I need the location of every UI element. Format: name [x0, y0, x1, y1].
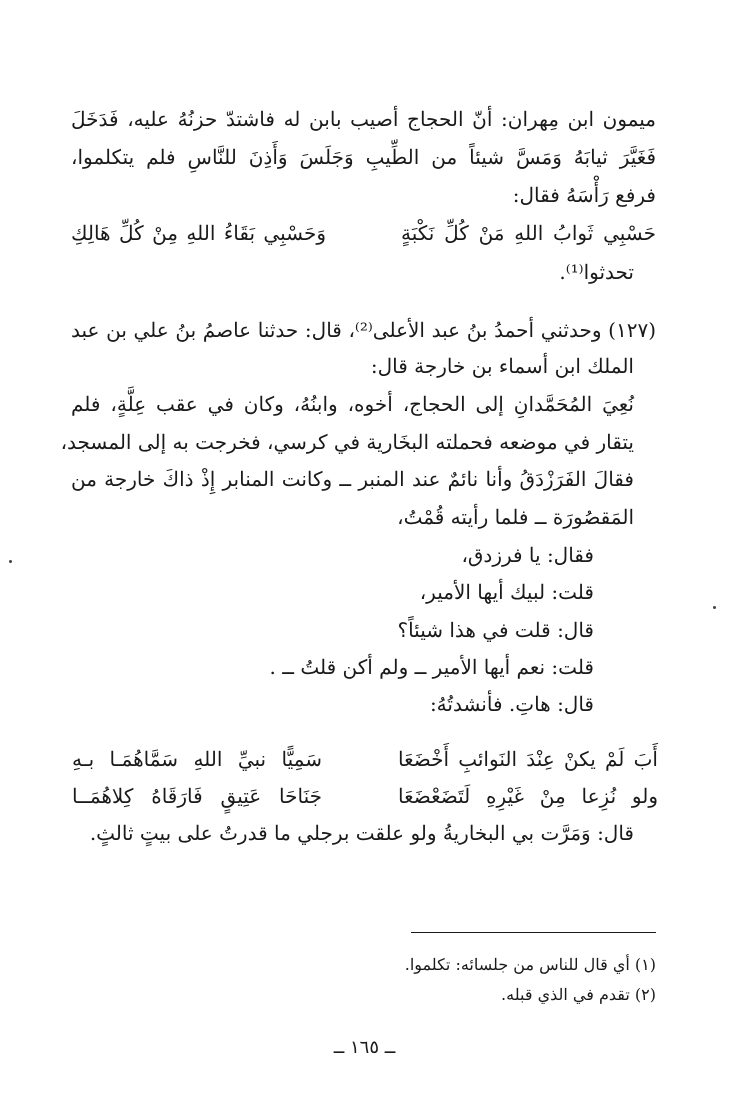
scan-speck [713, 606, 716, 609]
footnote-separator [411, 932, 656, 933]
dialog-line: فقال: يا فرزدق، [461, 543, 594, 567]
paragraph-line: نُعِيَ المُحَمَّدانِ إلى الحجاج، أخوه، وابنُهُ، وكان في عقب عِلَّةٍ، فلم [71, 392, 634, 416]
dialog-line: قال: قلت في هذا شيئاً؟ [397, 618, 594, 642]
paragraph-line: الملك ابن أسماء بن خارجة قال: [370, 354, 634, 378]
paragraph-line: فقالَ الفَرَزْدَقُ وأنا نائمٌ عند المنبر ــ وكانت المنابر إِذْ ذاكَ خارجة من [71, 467, 634, 491]
section-heading-line: (١٢٧) وحدثني أحمدُ بنُ عبد الأعلى⁽²⁾، قال: حدثنا عاصمُ بنُ علي بن عبد [71, 318, 656, 342]
page-number: ــ ١٦٥ ــ [333, 1037, 396, 1058]
paragraph-line: تحدثوا⁽¹⁾. [559, 260, 634, 284]
verse-hemistich-right: أَبَ لَمْ يكنْ عِنْدَ النَوائبِ أَخْضَعَا [398, 747, 658, 771]
verse-hemistich-right: ولو نُزِعا مِنْ غَيْرِهِ لَتَضَعْضَعَا [398, 784, 658, 808]
dialog-line: قلت: نعم أيها الأمير ــ ولم أكن قلتُ ــ . [269, 655, 594, 679]
footnote: (٢) تقدم في الذي قبله. [501, 985, 656, 1004]
paragraph-line: ميمون ابن مِهران: أنّ الحجاج أصيب بابن له فاشتدّ حزنُهُ عليه، فَدَخَلَ [71, 107, 656, 131]
dialog-line: قلت: لبيك أيها الأمير، [419, 580, 594, 604]
verse-hemistich-left: جَنَاحَا عَتِيقٍ فَارَقَاهُ كِلاهُمَــا [72, 784, 322, 808]
dialog-line: قال: هاتِ. فأنشدتُهُ: [429, 692, 594, 716]
verse-hemistich-left: وَحَسْبِي بَقَاءُ اللهِ مِنْ كُلِّ هَالِكِ [71, 221, 326, 245]
paragraph-line: يتقار في موضعه فحملته البخَارية في كرسي، فخرجت به إلى المسجد، [60, 430, 634, 454]
scan-speck [9, 560, 12, 563]
paragraph-line: فرفع رَأْسَهُ فقال: [512, 183, 656, 207]
paragraph-line: المَقصُورَة ــ فلما رأيته قُمْتُ، [397, 505, 634, 529]
verse-hemistich-left: سَمِيًّا نبيِّ اللهِ سَمَّاهُمَـا بـهِ [72, 747, 322, 771]
footnote: (١) أي قال للناس من جلسائه: تكلموا. [404, 955, 656, 974]
paragraph-line: فَغَيَّرَ ثيابَهُ وَمَسَّ شيئاً من الطِّيبِ وَجَلَسَ وَأَذِنَ للنَّاسِ فلم يتكلموا، [71, 145, 656, 169]
verse-hemistich-right: حَسْبِي ثَوابُ اللهِ مَنْ كُلِّ نَكْبَةٍ [401, 221, 656, 245]
paragraph-line: قال: وَمَرَّت بي البخاريةُ ولو علقت برجلي ما قدرتُ على بيتٍ ثالثٍ. [89, 821, 634, 845]
